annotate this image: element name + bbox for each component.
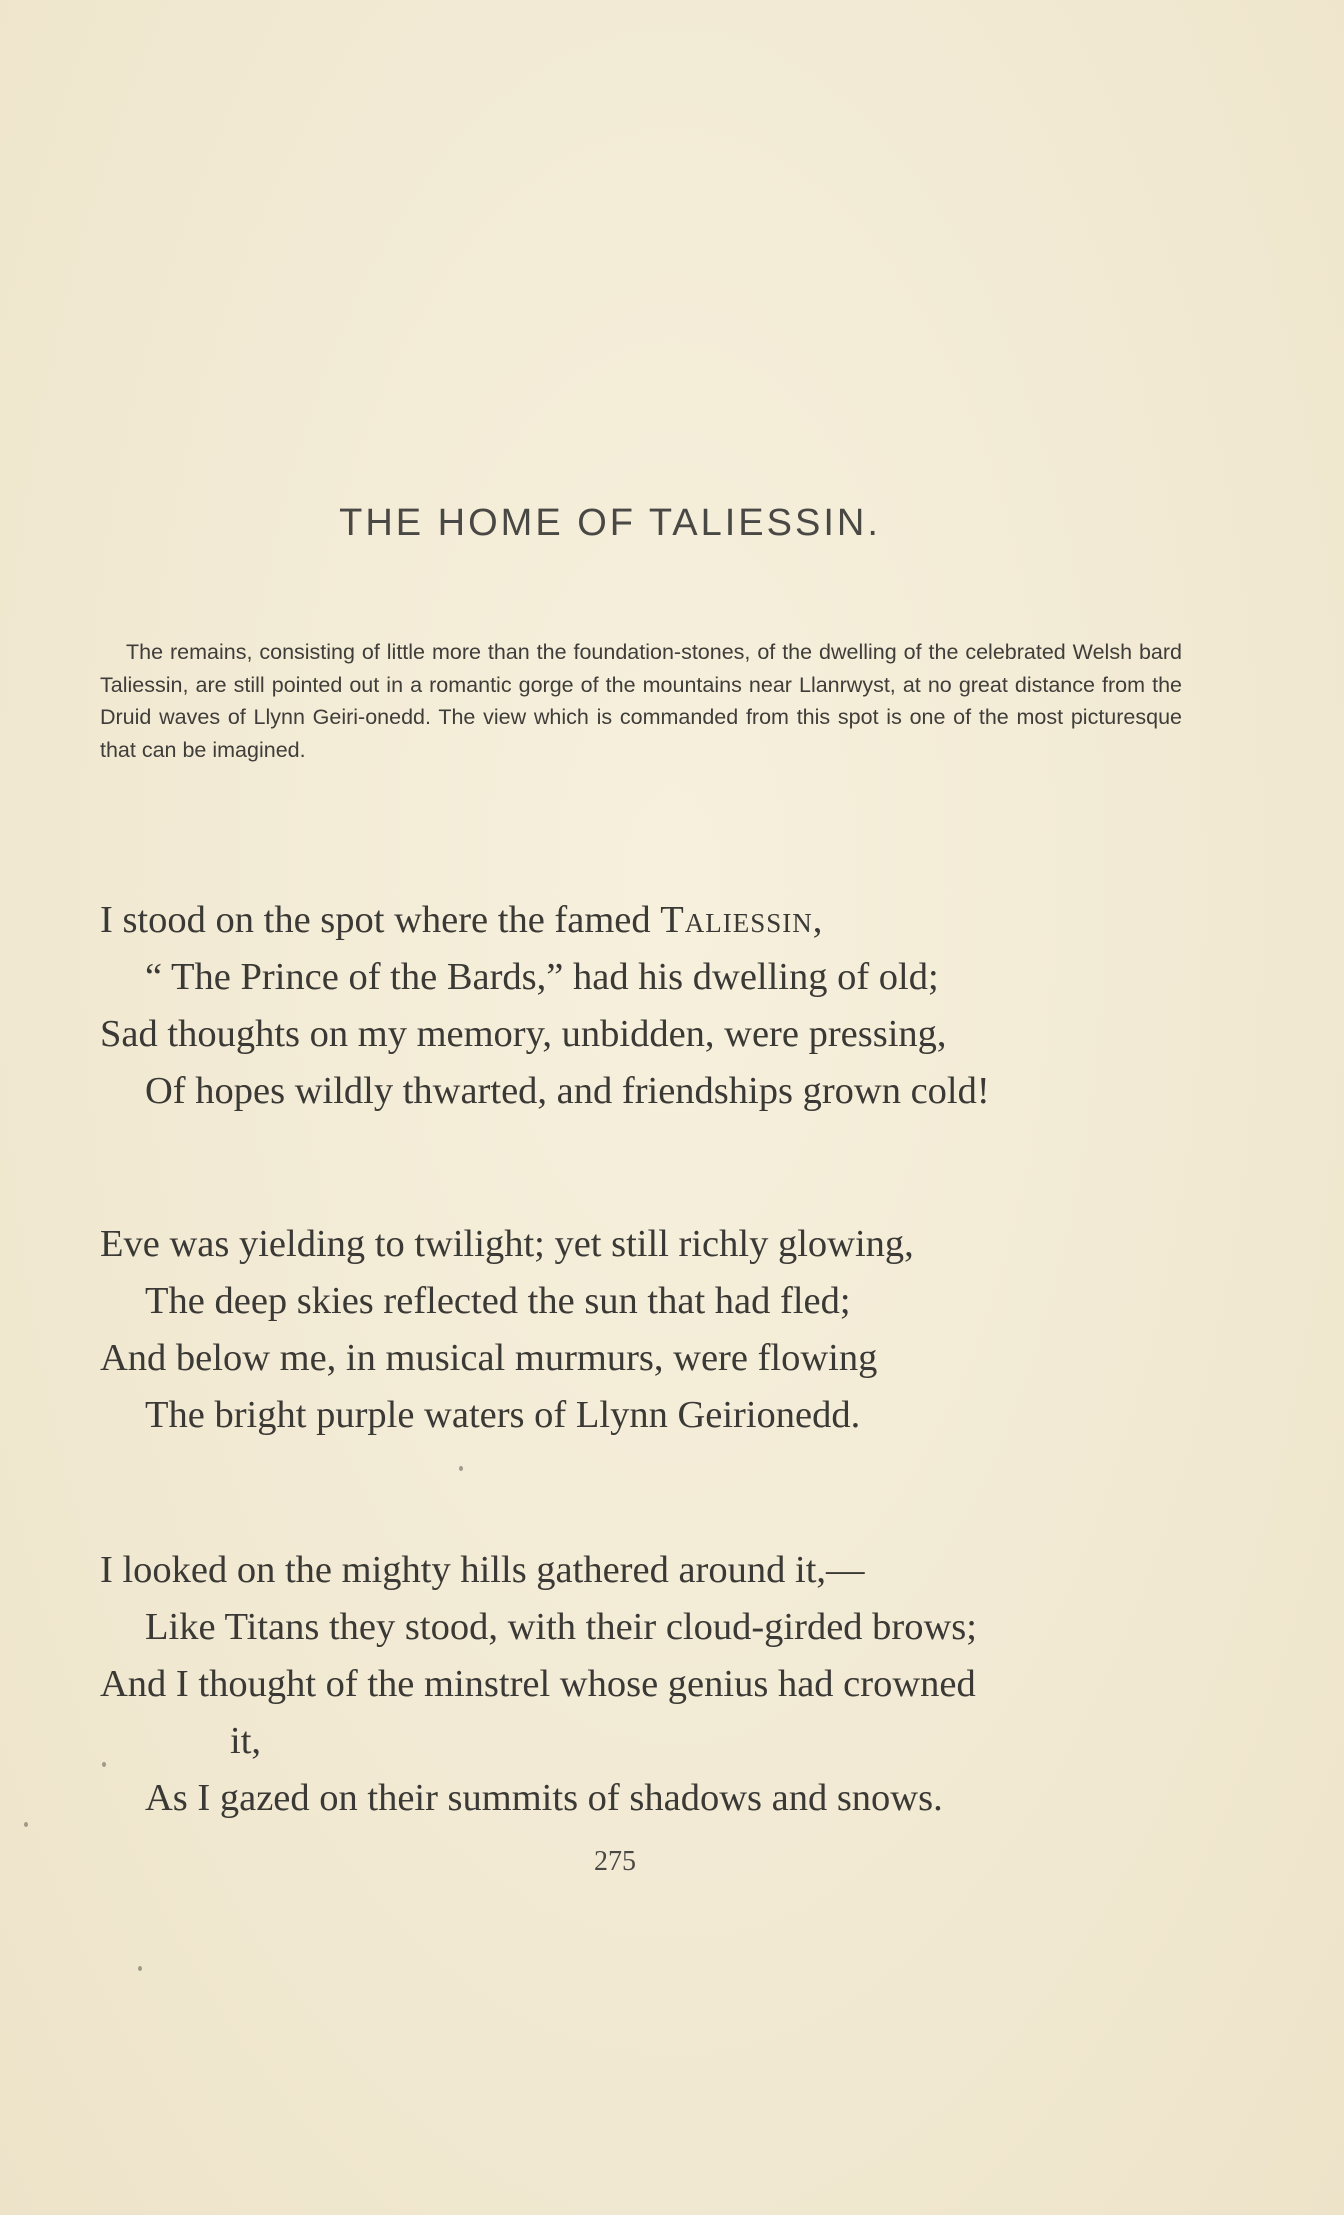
verse-line: Like Titans they stood, with their cloud-girded brows; <box>145 1606 977 1648</box>
verse-line: I looked on the mighty hills gathered around it,— <box>100 1549 865 1591</box>
paper-speck <box>459 1466 463 1471</box>
verse-line: The deep skies reflected the sun that had fled; <box>145 1280 851 1322</box>
page-number: 275 <box>594 1846 636 1877</box>
verse-line: And I thought of the minstrel whose genius had crowned <box>100 1663 976 1705</box>
verse-line: Sad thoughts on my memory, unbidden, were pressing, <box>100 1013 947 1055</box>
paper-speck <box>138 1966 142 1971</box>
stanza-1 <box>100 892 1220 1120</box>
verse-text: I stood on the spot where the famed <box>100 899 661 941</box>
verse-line: As I gazed on their summits of shadows and snows. <box>145 1777 943 1819</box>
verse-line: “ The Prince of the Bards,” had his dwelling of old; <box>145 956 939 998</box>
intro-note: The remains, consisting of little more than the foundation-stones, of the dwelling of the celebrated Welsh bard Taliessin, are still pointed out in a romantic gorge of the mountains near Llanrwyst, at no great distance from the Druid waves of Llynn Geiri-onedd. The view which is commanded from this spot is one of the most picturesque that can be imagined. <box>100 640 1182 762</box>
verse-punct: , <box>812 899 823 941</box>
bard-name: Taliessin <box>660 899 813 941</box>
stanza-3 <box>100 1542 1220 1827</box>
verse-line: The bright purple waters of Llynn Geirionedd. <box>145 1394 861 1436</box>
verse-line: And below me, in musical murmurs, were flowing <box>100 1337 878 1379</box>
paper-speck <box>24 1822 28 1827</box>
verse-line: Of hopes wildly thwarted, and friendships grown cold! <box>145 1070 990 1112</box>
paper-speck <box>102 1762 106 1767</box>
poem-title: THE HOME OF TALIESSIN. <box>339 502 881 544</box>
stanza-2 <box>100 1216 1220 1444</box>
verse-line: it, <box>230 1720 262 1762</box>
verse-line: Eve was yielding to twilight; yet still richly glowing, <box>100 1223 914 1265</box>
verse-line <box>100 892 1220 949</box>
